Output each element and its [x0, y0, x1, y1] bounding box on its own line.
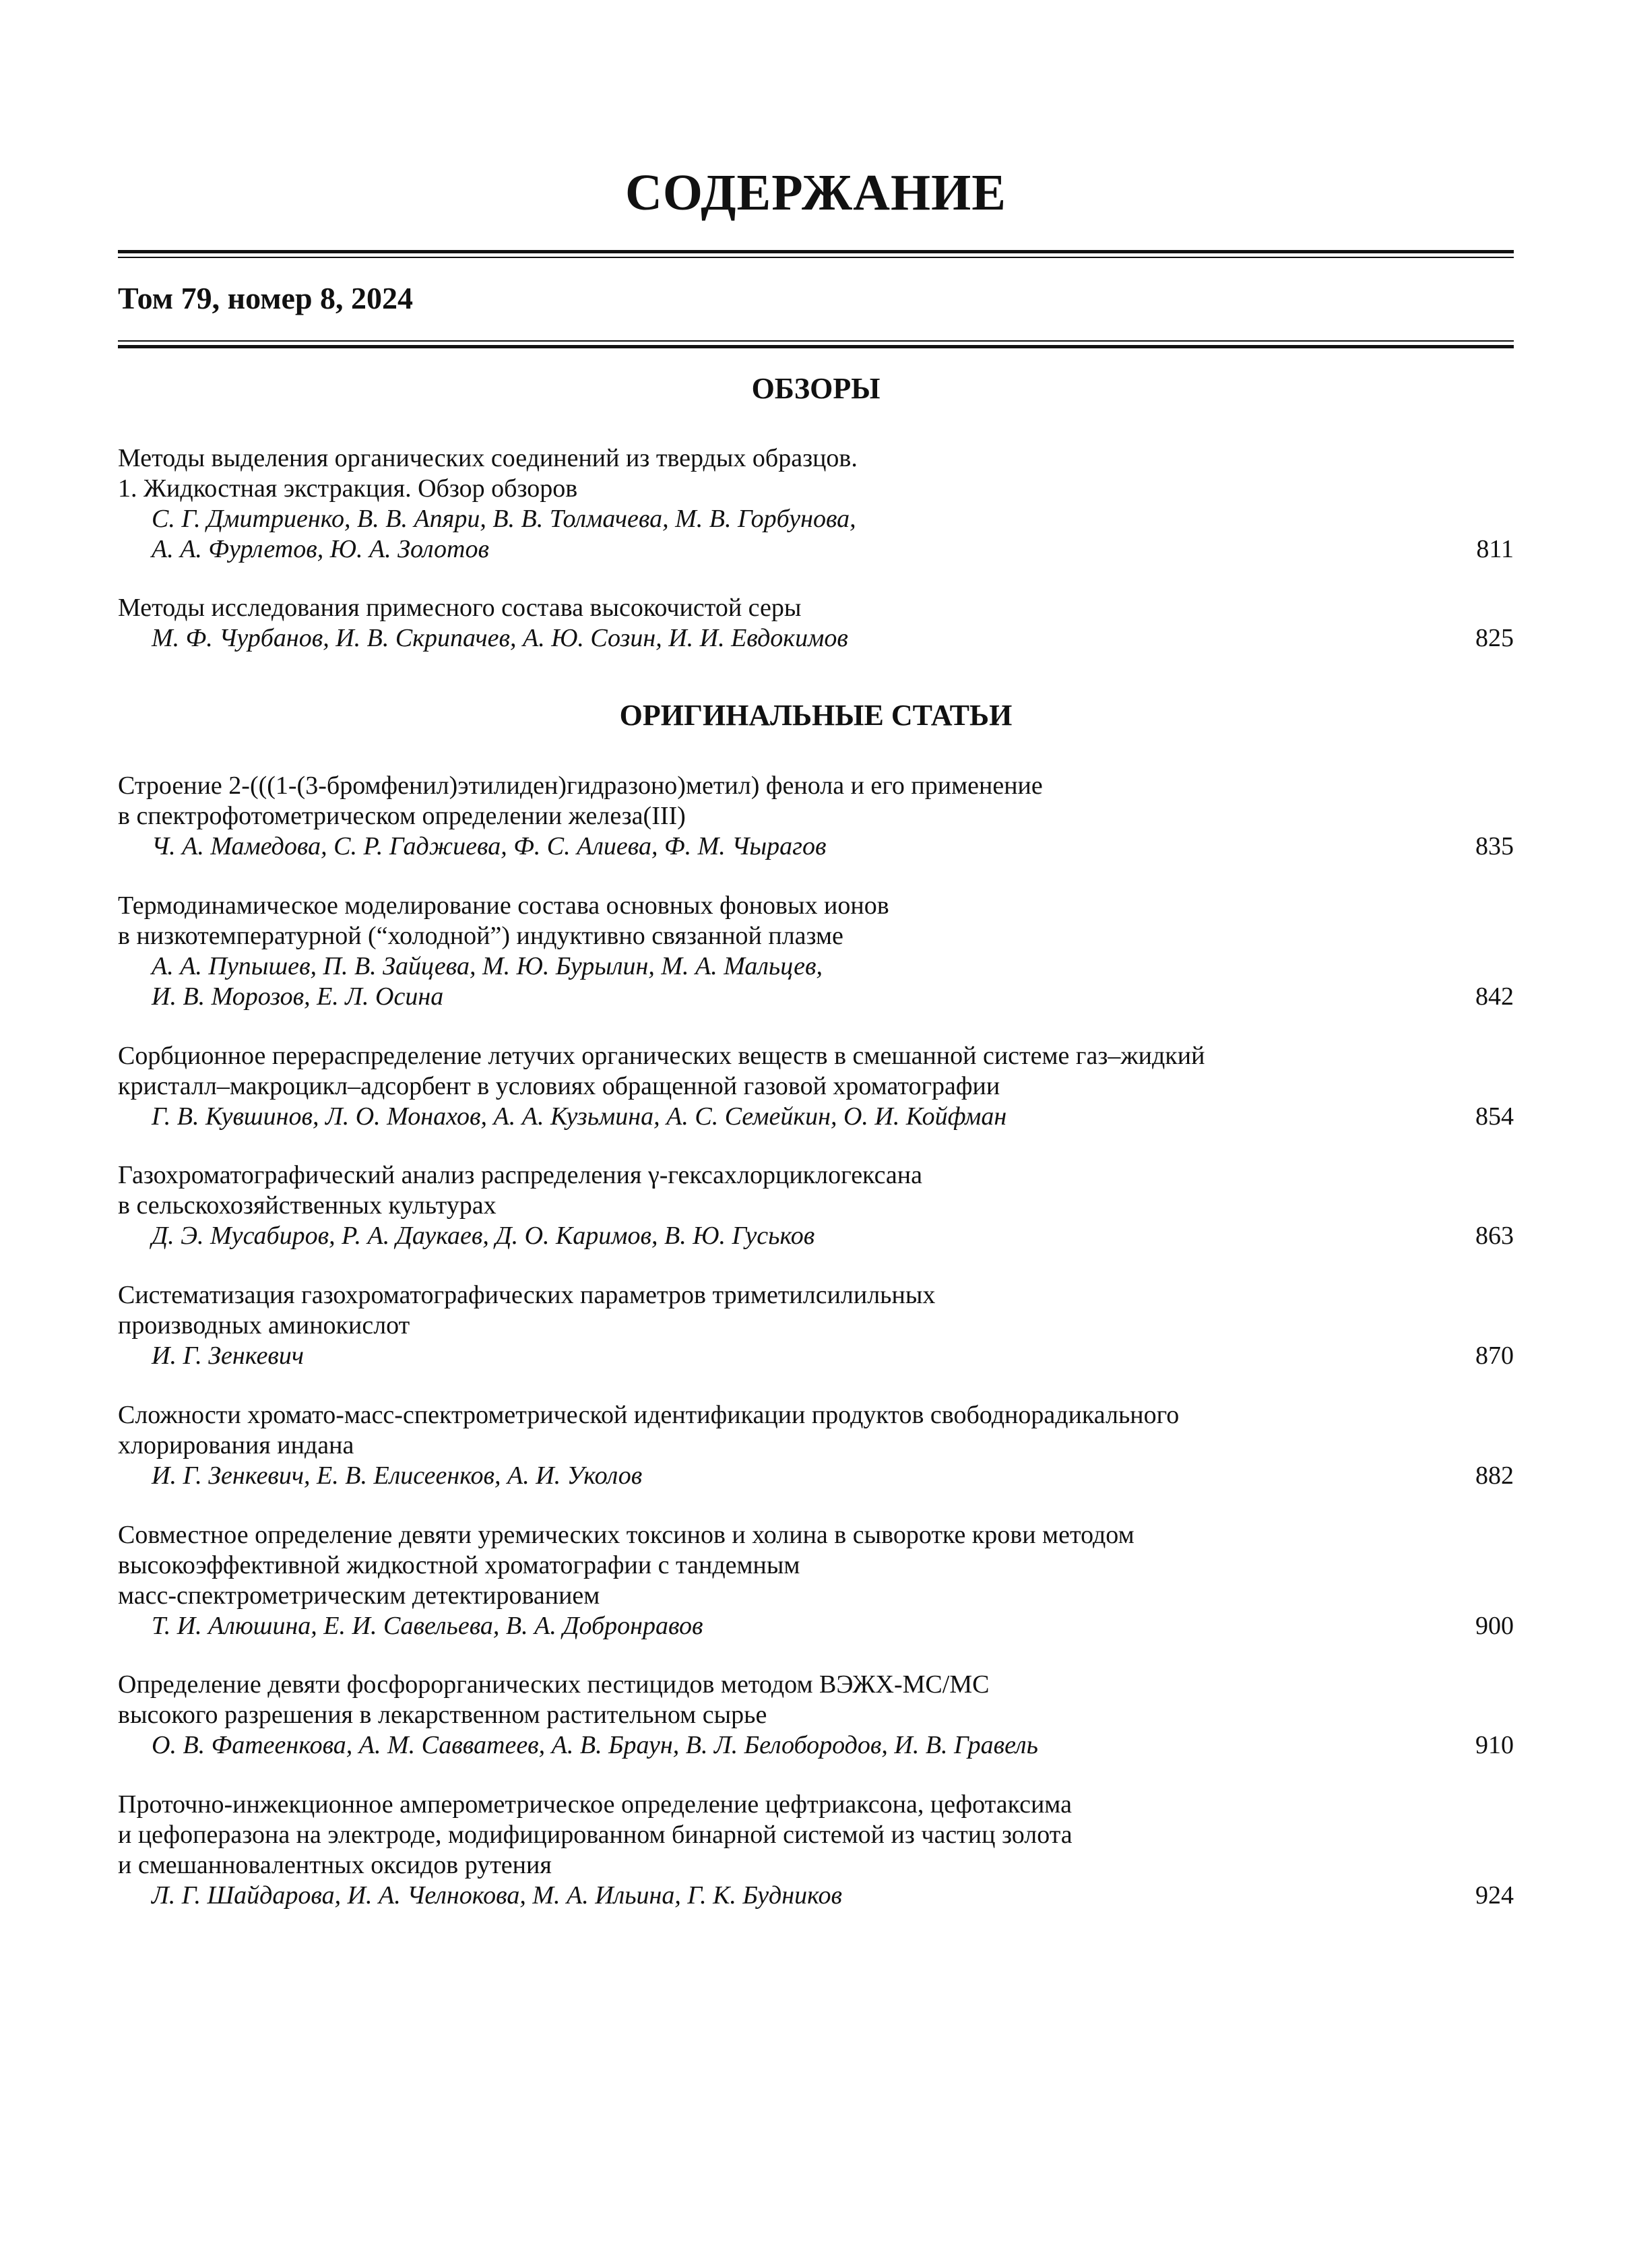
- toc-entry[interactable]: [118, 891, 1514, 1012]
- entry-authors-line: Т. И. Алюшина, Е. И. Савельева, В. А. Добронравов: [152, 1612, 703, 1640]
- entry-title-line: Сорбционное перераспределение летучих органических веществ в смешанной системе газ–жидкий: [118, 1042, 1205, 1070]
- entry-authors-line: И. В. Морозов, Е. Л. Осина: [152, 982, 444, 1011]
- entry-title-line: масс-спектрометрическим детектированием: [118, 1581, 600, 1610]
- entry-title-line: высокого разрешения в лекарственном растительном сырье: [118, 1701, 767, 1729]
- entry-title-line: хлорирования индана: [118, 1431, 354, 1459]
- entry-title-line: Методы исследования примесного состава высокочистой серы: [118, 594, 802, 622]
- entry-authors-line: М. Ф. Чурбанов, И. В. Скрипачев, А. Ю. Созин, И. И. Евдокимов: [152, 624, 848, 652]
- entry-page-number: 835: [1475, 832, 1514, 860]
- entry-title-line: Систематизация газохроматографических параметров триметилсилильных: [118, 1281, 936, 1309]
- entry-page-number: 882: [1475, 1461, 1514, 1490]
- toc-entry[interactable]: [118, 771, 1514, 862]
- entry-page-number: 870: [1475, 1342, 1514, 1370]
- entry-authors-line: И. Г. Зенкевич: [152, 1342, 305, 1370]
- entry-title-line: 1. Жидкостная экстракция. Обзор обзоров: [118, 474, 578, 503]
- title-rule-thin: [118, 257, 1514, 258]
- entry-title-line: Проточно-инжекционное амперометрическое определение цефтриаксона, цефотаксима: [118, 1790, 1072, 1819]
- volume-issue: Том 79, номер 8, 2024: [118, 281, 414, 315]
- entry-page-number: 924: [1475, 1881, 1514, 1910]
- entry-authors-line: С. Г. Дмитриенко, В. В. Апяри, В. В. Толмачева, М. В. Горбунова,: [152, 505, 856, 533]
- entry-title-line: в низкотемпературной (“холодной”) индуктивно связанной плазме: [118, 922, 843, 950]
- entry-title-line: и цефоперазона на электроде, модифицированном бинарной системой из частиц золота: [118, 1821, 1073, 1849]
- toc-entry[interactable]: [118, 443, 1514, 565]
- entry-title-line: Совместное определение девяти уремических токсинов и холина в сыворотке крови методом: [118, 1521, 1134, 1549]
- entry-page-number: 910: [1475, 1731, 1514, 1759]
- volume-rule-thin: [118, 340, 1514, 342]
- entry-page-number: 854: [1475, 1102, 1514, 1131]
- entry-title-line: высокоэффективной жидкостной хроматографии с тандемным: [118, 1551, 800, 1579]
- entry-page-number: 900: [1475, 1612, 1514, 1640]
- entry-page-number: 811: [1476, 535, 1514, 563]
- entry-title-line: Определение девяти фосфорорганических пестицидов методом ВЭЖХ-МС/МС: [118, 1670, 990, 1699]
- entry-authors-line: Г. В. Кувшинов, Л. О. Монахов, А. А. Кузьмина, А. С. Семейкин, О. И. Койфман: [152, 1102, 1007, 1131]
- toc-entry[interactable]: [118, 1280, 1514, 1371]
- section-heading-reviews: ОБЗОРЫ: [751, 372, 881, 405]
- entry-authors-line: Д. Э. Мусабиров, Р. А. Даукаев, Д. О. Каримов, В. Ю. Гуськов: [152, 1222, 815, 1250]
- section-heading-original-articles: ОРИГИНАЛЬНЫЕ СТАТЬИ: [619, 699, 1013, 732]
- toc-entry[interactable]: [118, 1670, 1514, 1761]
- entry-title-line: в спектрофотометрическом определении железа(III): [118, 802, 686, 830]
- entry-title-line: Строение 2-(((1-(3-бромфенил)этилиден)гидразоно)метил) фенола и его применение: [118, 771, 1043, 800]
- entry-authors-line: Ч. А. Мамедова, С. Р. Гаджиева, Ф. С. Алиева, Ф. М. Чырагов: [152, 832, 827, 860]
- entry-page-number: 863: [1475, 1222, 1514, 1250]
- toc-entry[interactable]: [118, 1041, 1514, 1132]
- entry-title-line: и смешанновалентных оксидов рутения: [118, 1851, 552, 1879]
- entry-title-line: Сложности хромато-масс-спектрометрической идентификации продуктов свободнорадикального: [118, 1401, 1180, 1429]
- entry-title-line: в сельскохозяйственных культурах: [118, 1191, 497, 1220]
- page-title: СОДЕРЖАНИЕ: [625, 164, 1006, 221]
- entry-authors-line: Л. Г. Шайдарова, И. А. Челнокова, М. А. Ильина, Г. К. Будников: [152, 1881, 842, 1910]
- entry-title-line: производных аминокислот: [118, 1311, 410, 1340]
- toc-entry[interactable]: [118, 1790, 1514, 1911]
- entry-page-number: 842: [1475, 982, 1514, 1011]
- title-rule-thick: [118, 250, 1514, 253]
- entry-title-line: Термодинамическое моделирование состава основных фоновых ионов: [118, 891, 889, 920]
- toc-entry[interactable]: [118, 1160, 1514, 1251]
- entry-authors-line: И. Г. Зенкевич, Е. В. Елисеенков, А. И. Уколов: [152, 1461, 643, 1490]
- entry-title-line: кристалл–макроцикл–адсорбент в условиях обращенной газовой хроматографии: [118, 1072, 1000, 1100]
- entry-authors-line: А. А. Пупышев, П. В. Зайцева, М. Ю. Бурылин, М. А. Мальцев,: [152, 952, 823, 980]
- entry-page-number: 825: [1475, 624, 1514, 652]
- volume-rule-thick: [118, 345, 1514, 348]
- entry-title-line: Газохроматографический анализ распределения γ-гексахлорциклогексана: [118, 1161, 922, 1189]
- toc-entry[interactable]: [118, 1520, 1514, 1641]
- toc-entry[interactable]: [118, 593, 1514, 654]
- entry-authors-line: О. В. Фатеенкова, А. М. Савватеев, А. В. Браун, В. Л. Белобородов, И. В. Гравель: [152, 1731, 1038, 1759]
- toc-entry[interactable]: [118, 1400, 1514, 1491]
- entry-title-line: Методы выделения органических соединений из твердых образцов.: [118, 444, 858, 472]
- entry-authors-line: А. А. Фурлетов, Ю. А. Золотов: [152, 535, 489, 563]
